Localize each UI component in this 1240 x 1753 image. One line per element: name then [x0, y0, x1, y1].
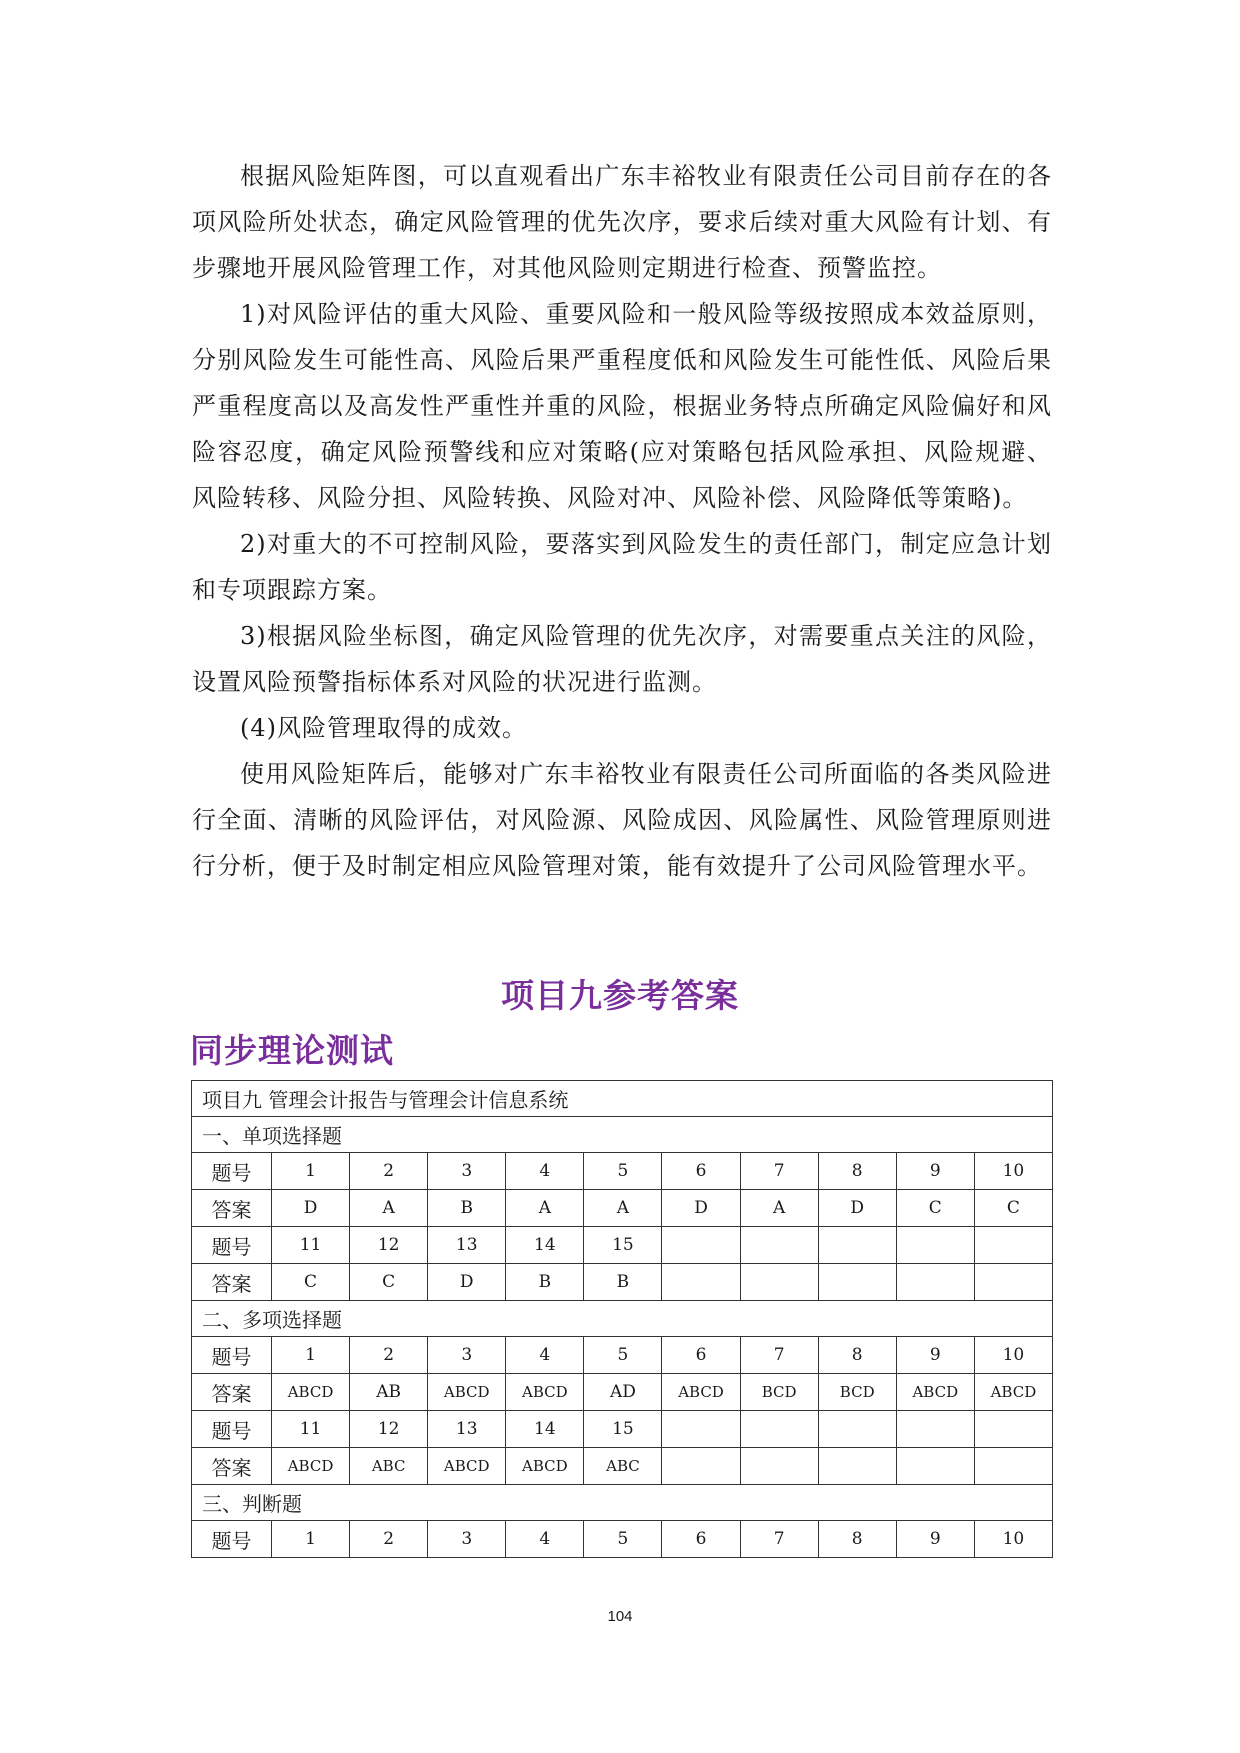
- question-number-cell: 11: [272, 1411, 350, 1448]
- answer-cell: A: [584, 1190, 662, 1227]
- body-text: [192, 153, 1052, 889]
- answer-cell: ABCD: [428, 1374, 506, 1411]
- answer-cell: D: [272, 1190, 350, 1227]
- section-heading: 项目九参考答案: [501, 976, 739, 1015]
- answer-row: [192, 1190, 1053, 1227]
- answer-cell: A: [506, 1190, 584, 1227]
- question-number-cell: 2: [350, 1521, 428, 1558]
- answer-row: [192, 1264, 1053, 1301]
- question-number-cell: 10: [974, 1337, 1052, 1374]
- answer-cell: BCD: [818, 1374, 896, 1411]
- question-number-cell: 8: [818, 1521, 896, 1558]
- question-number-cell: 15: [584, 1227, 662, 1264]
- section-title-row: [192, 1301, 1053, 1337]
- answer-cell: A: [350, 1190, 428, 1227]
- answer-cell: [896, 1264, 974, 1301]
- answer-table: [191, 1080, 1053, 1558]
- section-title: 三、判断题: [192, 1485, 1053, 1521]
- answer-label: 答案: [192, 1190, 272, 1227]
- answer-label: 答案: [192, 1374, 272, 1411]
- question-number-cell: 4: [506, 1153, 584, 1190]
- question-number-label: 题号: [192, 1411, 272, 1448]
- question-number-row: [192, 1411, 1053, 1448]
- answer-label: 答案: [192, 1264, 272, 1301]
- question-number-cell: 4: [506, 1521, 584, 1558]
- question-number-cell: 9: [896, 1521, 974, 1558]
- answer-cell: [974, 1264, 1052, 1301]
- paragraph-5: (4)风险管理取得的成效。: [240, 714, 527, 742]
- answer-cell: C: [974, 1190, 1052, 1227]
- answer-cell: BCD: [740, 1374, 818, 1411]
- question-number-cell: [974, 1227, 1052, 1264]
- page-number: 104: [607, 1608, 633, 1625]
- question-number-cell: 5: [584, 1153, 662, 1190]
- question-number-label: 题号: [192, 1227, 272, 1264]
- answer-cell: ABCD: [428, 1448, 506, 1485]
- answer-cell: ABC: [350, 1448, 428, 1485]
- question-number-cell: 2: [350, 1153, 428, 1190]
- paragraph-1: 根据风险矩阵图，可以直观看出广东丰裕牧业有限责任公司目前存在的各项风险所处状态，确定风险管理的优先次序，要求后续对重大风险有计划、有步骤地开展风险管理工作，对其他风险则定期进行检查、预警监控。: [192, 162, 1052, 282]
- question-number-cell: 9: [896, 1153, 974, 1190]
- answer-cell: ABCD: [272, 1448, 350, 1485]
- answer-cell: [896, 1448, 974, 1485]
- question-number-cell: 6: [662, 1337, 740, 1374]
- answer-cell: [818, 1448, 896, 1485]
- paragraph-2: 1)对风险评估的重大风险、重要风险和一般风险等级按照成本效益原则，分别风险发生可能性高、风险后果严重程度低和风险发生可能性低、风险后果严重程度高以及高发性严重性并重的风险，根据业务特点所确定风险偏好和风险容忍度，确定风险预警线和应对策略(应对策略包括风险承担、风险规避、风险转移、风险分担、风险转换、风险对冲、风险补偿、风险降低等策略)。: [192, 300, 1052, 512]
- question-number-cell: [740, 1227, 818, 1264]
- question-number-row: [192, 1337, 1053, 1374]
- answer-cell: [662, 1264, 740, 1301]
- subsection-heading: 同步理论测试: [190, 1031, 394, 1070]
- answer-cell: [818, 1264, 896, 1301]
- section-title: 一、单项选择题: [192, 1117, 1053, 1153]
- question-number-row: [192, 1153, 1053, 1190]
- question-number-cell: [662, 1227, 740, 1264]
- question-number-row: [192, 1521, 1053, 1558]
- question-number-cell: 1: [272, 1521, 350, 1558]
- answer-cell: ABCD: [974, 1374, 1052, 1411]
- question-number-cell: 14: [506, 1411, 584, 1448]
- question-number-cell: 8: [818, 1153, 896, 1190]
- answer-cell: [974, 1448, 1052, 1485]
- question-number-cell: 5: [584, 1337, 662, 1374]
- question-number-cell: [896, 1411, 974, 1448]
- question-number-cell: 10: [974, 1153, 1052, 1190]
- answer-cell: AB: [350, 1374, 428, 1411]
- answer-cell: [740, 1264, 818, 1301]
- question-number-label: 题号: [192, 1337, 272, 1374]
- answer-cell: C: [896, 1190, 974, 1227]
- question-number-cell: 11: [272, 1227, 350, 1264]
- answer-cell: D: [428, 1264, 506, 1301]
- question-number-cell: 14: [506, 1227, 584, 1264]
- question-number-cell: 15: [584, 1411, 662, 1448]
- answer-cell: ABCD: [506, 1374, 584, 1411]
- question-number-cell: 13: [428, 1411, 506, 1448]
- question-number-cell: [974, 1411, 1052, 1448]
- answer-row: [192, 1374, 1053, 1411]
- answer-cell: [662, 1448, 740, 1485]
- question-number-row: [192, 1227, 1053, 1264]
- question-number-cell: 1: [272, 1337, 350, 1374]
- table-title: 项目九 管理会计报告与管理会计信息系统: [192, 1081, 1053, 1117]
- answer-cell: ABCD: [272, 1374, 350, 1411]
- question-number-cell: 1: [272, 1153, 350, 1190]
- answer-label: 答案: [192, 1448, 272, 1485]
- answer-cell: [740, 1448, 818, 1485]
- question-number-label: 题号: [192, 1521, 272, 1558]
- question-number-cell: 6: [662, 1521, 740, 1558]
- answer-cell: B: [506, 1264, 584, 1301]
- answer-row: [192, 1448, 1053, 1485]
- question-number-cell: 12: [350, 1227, 428, 1264]
- table-title-row: [192, 1081, 1053, 1117]
- question-number-cell: 6: [662, 1153, 740, 1190]
- question-number-cell: 3: [428, 1337, 506, 1374]
- question-number-cell: [818, 1411, 896, 1448]
- answer-cell: ABCD: [506, 1448, 584, 1485]
- question-number-cell: [896, 1227, 974, 1264]
- question-number-label: 题号: [192, 1153, 272, 1190]
- question-number-cell: 3: [428, 1153, 506, 1190]
- section-title-row: [192, 1485, 1053, 1521]
- question-number-cell: [740, 1411, 818, 1448]
- question-number-cell: 2: [350, 1337, 428, 1374]
- question-number-cell: 7: [740, 1153, 818, 1190]
- section-title-row: [192, 1117, 1053, 1153]
- question-number-cell: 8: [818, 1337, 896, 1374]
- paragraph-3: 2)对重大的不可控制风险，要落实到风险发生的责任部门，制定应急计划和专项跟踪方案。: [192, 530, 1052, 604]
- paragraph-4: 3)根据风险坐标图，确定风险管理的优先次序，对需要重点关注的风险，设置风险预警指标体系对风险的状况进行监测。: [192, 622, 1052, 696]
- question-number-cell: 12: [350, 1411, 428, 1448]
- answer-cell: D: [662, 1190, 740, 1227]
- question-number-cell: 10: [974, 1521, 1052, 1558]
- section-title: 二、多项选择题: [192, 1301, 1053, 1337]
- answer-cell: AD: [584, 1374, 662, 1411]
- question-number-cell: 7: [740, 1337, 818, 1374]
- answer-cell: D: [818, 1190, 896, 1227]
- answer-cell: ABCD: [896, 1374, 974, 1411]
- answer-cell: ABC: [584, 1448, 662, 1485]
- answer-cell: C: [272, 1264, 350, 1301]
- question-number-cell: 7: [740, 1521, 818, 1558]
- question-number-cell: [662, 1411, 740, 1448]
- question-number-cell: 4: [506, 1337, 584, 1374]
- answer-cell: A: [740, 1190, 818, 1227]
- question-number-cell: 9: [896, 1337, 974, 1374]
- answer-cell: B: [584, 1264, 662, 1301]
- question-number-cell: 3: [428, 1521, 506, 1558]
- paragraph-6: 使用风险矩阵后，能够对广东丰裕牧业有限责任公司所面临的各类风险进行全面、清晰的风险评估，对风险源、风险成因、风险属性、风险管理原则进行分析，便于及时制定相应风险管理对策，能有效提升了公司风险管理水平。: [192, 760, 1052, 880]
- answer-cell: C: [350, 1264, 428, 1301]
- question-number-cell: 5: [584, 1521, 662, 1558]
- answer-cell: ABCD: [662, 1374, 740, 1411]
- answer-cell: B: [428, 1190, 506, 1227]
- question-number-cell: [818, 1227, 896, 1264]
- question-number-cell: 13: [428, 1227, 506, 1264]
